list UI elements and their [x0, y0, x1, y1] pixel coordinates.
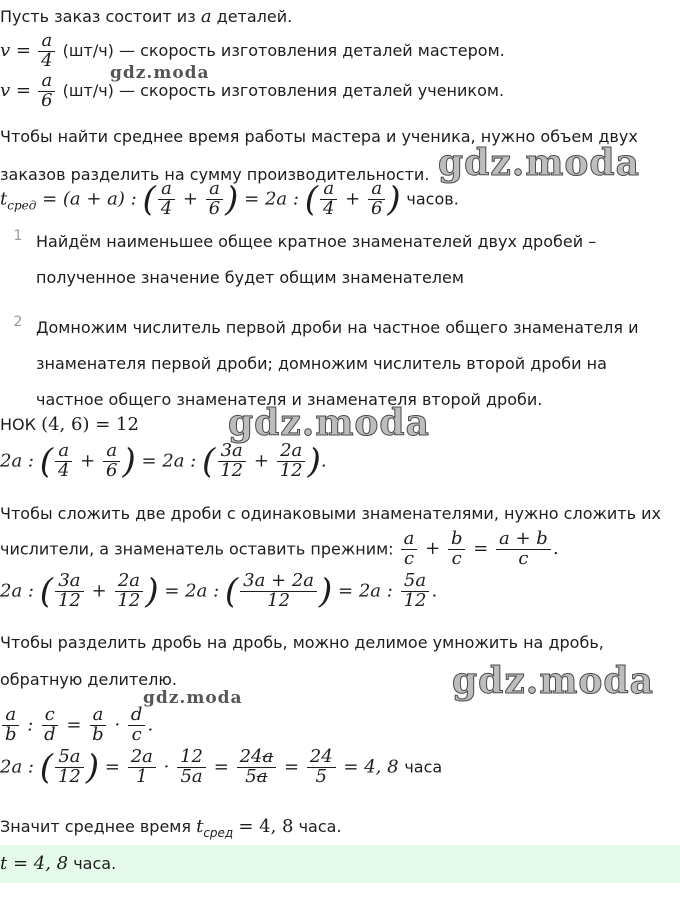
t-subscript: сред — [7, 198, 37, 213]
watermark-logo: gdz.moda — [110, 63, 210, 83]
f2-d1: 4 — [57, 459, 70, 481]
rule-n4: d — [128, 706, 146, 726]
f2-d4: 12 — [279, 459, 303, 481]
student-speed-var: v = — [0, 79, 31, 101]
answer-unit: часа. — [73, 854, 117, 873]
f4-d4-var-cancelled: a — [256, 765, 268, 787]
student-speed-fraction — [38, 72, 55, 111]
master-speed-fraction — [38, 32, 55, 71]
steps-list — [0, 224, 680, 432]
f3-n1: 3a — [55, 572, 83, 592]
f3-eq2: = 2a : — [338, 580, 393, 602]
f4-d5: 5 — [315, 765, 327, 787]
f1-n2: a — [206, 180, 223, 200]
rule-d1: b — [5, 723, 17, 745]
f3-n4: 5a — [401, 572, 429, 592]
f2-d3: 12 — [220, 459, 244, 481]
rule-d3: b — [92, 723, 104, 745]
conclusion-unit: часа. — [298, 817, 342, 836]
student-speed-line — [0, 72, 504, 111]
explanation-1: Чтобы найти среднее время работы мастера и ученика, нужно объем двух заказов разделить на сумму производительности. — [0, 127, 638, 184]
e2-n2: b — [448, 530, 466, 550]
master-den: 4 — [41, 49, 53, 71]
step-number: 1 — [13, 228, 23, 244]
conclusion-value: = 4, 8 — [238, 816, 294, 837]
step-text: Найдём наименьшее общее кратное знаменателей двух дробей – полученное значение будет общим знаменателем — [36, 232, 597, 287]
rule-d2: d — [44, 723, 56, 745]
f2-lead: 2a : — [0, 450, 34, 472]
f4-lead: 2a : — [0, 756, 34, 778]
f4-n4-var-cancelled: a — [262, 746, 274, 767]
f4-n4-num: 24 — [239, 746, 263, 767]
master-unit: (шт/ч) — — [62, 40, 135, 60]
explanation-3-line1: Чтобы разделить дробь на дробь, можно делимое умножить на дробь, — [0, 633, 604, 652]
rule-n3: a — [90, 706, 107, 726]
f3-d1: 12 — [57, 589, 81, 611]
order-variable: a — [200, 6, 212, 27]
rule-n2: c — [42, 706, 58, 726]
f4-n5: 24 — [307, 748, 336, 768]
f1-n3: a — [320, 180, 337, 200]
e2-n1: a — [401, 530, 418, 550]
formula-1-unit: часов. — [406, 189, 459, 209]
t-symbol: t — [0, 188, 8, 210]
f3-eq: = 2a : — [164, 580, 220, 602]
f4-n2: 2a — [128, 748, 156, 768]
f3-n2: 2a — [115, 572, 143, 592]
f3-lead: 2a : — [0, 580, 34, 602]
division-rule: $\frac{a}{b}$ : $\frac{c}{d}$ = $\frac{a}{b}$ · $\frac{d}{c}$ . — [0, 706, 153, 745]
e2-d3: c — [518, 547, 529, 569]
f1-d1: 4 — [160, 197, 173, 219]
f2-n2: a — [103, 442, 120, 462]
f2-end: . — [320, 450, 327, 472]
conclusion-sub: сред — [203, 826, 234, 840]
lcm-line — [0, 414, 139, 435]
f1-n1: a — [158, 180, 175, 200]
explanation-2-line2: числители, а знаменатель оставить прежним: $\frac{a}{c}$ + $\frac{b}{c}$ = $\frac{a + b}{c}$ . — [0, 528, 559, 569]
rule-d4: c — [131, 723, 142, 745]
formula-3: 2a : ( $\frac{3a}{12}$ + $\frac{2a}{12}$ ) = 2a : ( $\frac{3a + 2a}{12}$ ) = 2a : $\frac{5a}{12}$ . — [0, 570, 438, 612]
master-num: a — [38, 32, 55, 52]
f4-d1: 12 — [57, 765, 81, 787]
f2-eq: = 2a : — [141, 450, 197, 472]
order-unit: деталей. — [216, 7, 293, 26]
step-number: 2 — [13, 314, 23, 330]
explanation-2-line1: Чтобы сложить две дроби с одинаковыми знаменателями, нужно сложить их — [0, 504, 661, 523]
formula-1: $t_{сред} = (a + a)$ : ( $\frac{a}{4}$ + $\frac{a}{6}$ ) = 2a : ( $\frac{a}{4}$ + $\frac{a}{6}$ ) часов. — [0, 178, 459, 220]
answer-box — [0, 845, 680, 883]
formula-4: 2a : ( $\frac{5a}{12}$ ) = $\frac{2a}{1}$ · $\frac{12}{5a}$ = $\frac{24a}{5a}$ = $\frac{24}{5}$ = 4, 8 часа — [0, 746, 443, 788]
formula-1-eq: = (a + a) : — [42, 188, 137, 210]
master-speed-var: v = — [0, 39, 31, 61]
answer-line — [0, 853, 116, 874]
lcm-expression: (4, 6) = 12 — [41, 414, 139, 435]
f3-d2: 12 — [117, 589, 141, 611]
f4-d2: 1 — [136, 765, 148, 787]
order-text: Пусть заказ состоит из — [0, 7, 196, 26]
f2-n4: 2a — [277, 442, 305, 462]
student-num: a — [38, 72, 55, 92]
f4-d3: 5a — [180, 765, 203, 787]
f1-d2: 6 — [208, 197, 221, 219]
conclusion-line — [0, 816, 342, 840]
lcm-label: НОК — [0, 415, 36, 434]
f1-plus: + — [182, 188, 198, 210]
watermark-logo: gdz.moda — [228, 402, 430, 444]
watermark-logo: gdz.moda — [143, 688, 243, 708]
student-text: скорость изготовления деталей учеником. — [140, 80, 505, 100]
f2-d2: 6 — [106, 459, 118, 481]
e2-d1: c — [403, 547, 415, 569]
conclusion-text: Значит среднее время — [0, 817, 191, 836]
e2-d2: c — [451, 547, 462, 569]
f2-n3: 3a — [218, 442, 246, 462]
f1-d3: 4 — [322, 197, 335, 219]
f4-n3: 12 — [177, 748, 206, 768]
f1-d4: 6 — [370, 197, 383, 219]
step-item — [0, 224, 680, 296]
explanation-2-text: числители, а знаменатель оставить прежним: — [0, 539, 394, 559]
f2-n1: a — [55, 442, 72, 462]
student-unit: (шт/ч) — — [62, 80, 135, 100]
master-speed-line — [0, 32, 505, 71]
watermark-logo: gdz.moda — [438, 142, 640, 184]
answer-value: t = 4, 8 — [0, 853, 69, 874]
watermark-logo: gdz.moda — [452, 660, 654, 702]
f1-n4: a — [368, 180, 385, 200]
step-text: Домножим числитель первой дроби на частное общего знаменателя и знаменателя первой дроби; домножим числитель второй дроби на частное общего знаменателя и знаменателя второй дроби. — [36, 318, 639, 409]
student-den: 6 — [41, 89, 53, 111]
f4-unit: часа — [404, 757, 443, 777]
f4-d4-num: 5 — [245, 765, 257, 787]
formula-1-eq2: = 2a : — [244, 188, 299, 210]
f4-result: = 4, 8 — [343, 756, 399, 778]
explanation-3-line2: обратную делителю. — [0, 670, 177, 689]
f3-n3: 3a + 2a — [240, 572, 317, 592]
intro-order-line — [0, 6, 292, 27]
rule-n1: a — [2, 706, 19, 726]
f4-n1: 5a — [55, 748, 83, 768]
f3-d3: 12 — [267, 589, 291, 611]
formula-2: 2a : ( $\frac{a}{4}$ + $\frac{a}{6}$ ) = 2a : ( $\frac{3a}{12}$ + $\frac{2a}{12}$ ). — [0, 440, 327, 482]
e2-n3: a + b — [496, 530, 551, 550]
conclusion-t: t — [196, 816, 204, 837]
f3-d4: 12 — [403, 589, 427, 611]
master-text: скорость изготовления деталей мастером. — [140, 40, 505, 60]
